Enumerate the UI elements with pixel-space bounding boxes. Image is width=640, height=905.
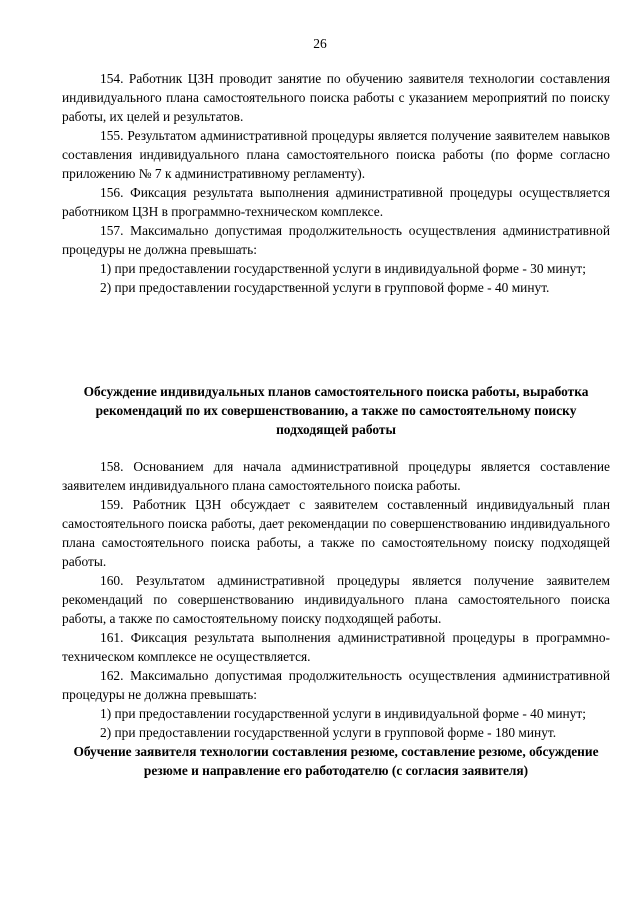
- paragraph-160: 160. Результатом административной процедуры является получение заявителем рекомендаций по совершенствованию индивидуального плана самостоятельного поиска работы, а также по самостоятельному поиску подходящей работы.: [62, 573, 610, 626]
- paragraph-155: 155. Результатом административной процедуры является получение заявителем навыков составления индивидуального плана самостоятельного поиска работы (по форме согласно приложению № 7 к административному регламенту).: [62, 128, 610, 181]
- paragraph-162-item-2: 2) при предоставлении государственной услуги в групповой форме - 180 минут.: [100, 725, 557, 740]
- paragraph-157-item-2: 2) при предоставлении государственной услуги в групповой форме - 40 минут.: [100, 280, 550, 295]
- paragraph-156: 156. Фиксация результата выполнения административной процедуры осуществляется работником ЦЗН в программно-техническом комплексе.: [62, 185, 610, 219]
- section-procedure-154-157: [62, 69, 610, 297]
- section-procedure-158-162: [62, 457, 610, 742]
- paragraph-154: 154. Работник ЦЗН проводит занятие по обучению заявителя технологии составления индивидуального плана самостоятельного поиска работы с указанием мероприятий по поиску работы, их целей и результатов.: [62, 71, 610, 124]
- page-number: 26: [313, 36, 327, 51]
- paragraph-158: 158. Основанием для начала административной процедуры является составление заявителем индивидуального плана самостоятельного поиска работы.: [62, 459, 610, 493]
- section-heading-resume: Обучение заявителя технологии составления резюме, составление резюме, обсуждение резюме и направление его работодателю (с согласия заявителя): [73, 744, 599, 778]
- paragraph-157-item-1: 1) при предоставлении государственной услуги в индивидуальной форме - 30 минут;: [100, 261, 586, 276]
- paragraph-161: 161. Фиксация результата выполнения административной процедуры в программно-техническом комплексе не осуществляется.: [62, 630, 610, 664]
- paragraph-159: 159. Работник ЦЗН обсуждает с заявителем составленный индивидуальный план самостоятельного поиска работы, дает рекомендации по совершенствованию индивидуального плана самостоятельного поиска работы, а также по самостоятельному поиску подходящей работы.: [62, 497, 610, 569]
- paragraph-162-item-1: 1) при предоставлении государственной услуги в индивидуальной форме - 40 минут;: [100, 706, 586, 721]
- paragraph-157: 157. Максимально допустимая продолжительность осуществления административной процедуры не должна превышать:: [62, 223, 610, 257]
- paragraph-162: 162. Максимально допустимая продолжительность осуществления административной процедуры не должна превышать:: [62, 668, 610, 702]
- section-heading-discussion: Обсуждение индивидуальных планов самостоятельного поиска работы, выработка рекомендаций по их совершенствованию, а также по самостоятельному поиску подходящей работы: [83, 384, 589, 437]
